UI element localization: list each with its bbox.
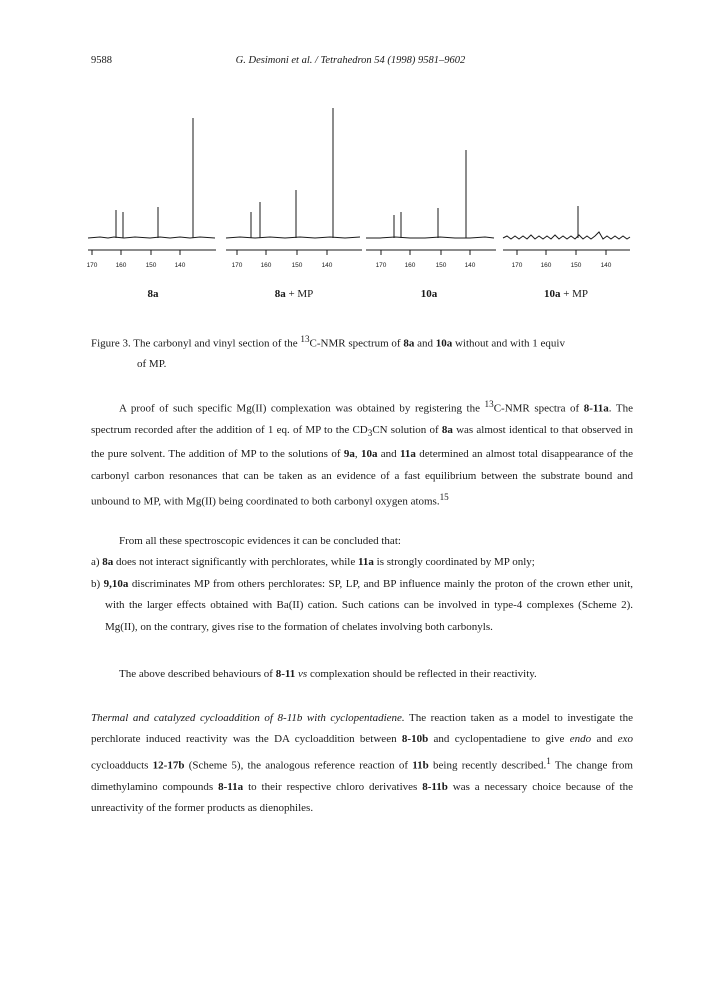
spectrum-trace-10a	[366, 237, 494, 238]
tick-label: 170	[511, 262, 523, 269]
tick-label: 140	[174, 262, 186, 269]
tick-label: 160	[260, 262, 272, 269]
running-head: G. Desimoni et al. / Tetrahedron 54 (1998) 9581–9602	[235, 55, 466, 66]
tick-label: 150	[435, 262, 447, 269]
tick-label: 150	[570, 262, 582, 269]
tick-label: 160	[540, 262, 552, 269]
spectrum-trace-8a-mp	[226, 237, 360, 238]
tick-label: 140	[464, 262, 476, 269]
tick-label: 170	[231, 262, 243, 269]
list-item-a: a) 8a does not interact significantly with perchlorates, while 11a is strongly coordinated by MP only;	[91, 556, 535, 568]
panel-label-10a-mp: 10a + MP	[543, 288, 589, 300]
figure-caption: Figure 3. The carbonyl and vinyl section of the $^{13}$C-NMR spectrum of 8a and 10a without and with 1 equiv of MP.	[91, 334, 565, 370]
tick-label: 150	[291, 262, 303, 269]
spectrum-panel-10a	[366, 150, 496, 255]
spectrum-trace-10a-mp	[503, 232, 630, 239]
tick-label: 170	[86, 262, 98, 269]
paragraph-4: Thermal and catalyzed cycloaddition of 8-11b with cyclopentadiene. The reaction taken as a model to investigate the perchlorate induced reactivity was the DA cycloaddition between 8-10b and cyclopentadiene to give endo and exo cycloadducts 12-17b (Scheme 5), the analogous reference reaction of 11b being recently described.$^1$ The change from dimethylamino compounds 8-11a to their respective chloro derivatives 8-11b was a necessary choice because of the unreactivity of the former products as dienophiles.	[91, 712, 633, 814]
tick-label: 150	[145, 262, 157, 269]
tick-label: 140	[600, 262, 612, 269]
spectrum-panel-8a	[88, 118, 216, 255]
paragraph-2: From all these spectroscopic evidences it can be concluded that:	[119, 535, 401, 547]
tick-label: 160	[115, 262, 127, 269]
tick-label: 170	[375, 262, 387, 269]
panel-label-8a-mp: 8a + MP	[274, 288, 314, 300]
spectrum-panel-10a-mp	[503, 206, 630, 255]
list-item-b: b) 9,10a discriminates MP from others perchlorates: SP, LP, and BP influence mainly the proton of the crown ether unit, with the larger effects obtained with Ba(II) cation. Such cations can be involved in type-4 complexes (Scheme 2). Mg(II), on the contrary, gives rise to the formation of chelates involving both carbonyls.	[91, 578, 633, 633]
paragraph-3: The above described behaviours of 8-11 vs complexation should be reflected in their reactivity.	[119, 668, 537, 680]
nmr-spectra-figure	[0, 0, 701, 300]
page-number: 9588	[91, 55, 112, 66]
paragraph-1: A proof of such specific Mg(II) complexation was obtained by registering the $^{13}$C-NMR spectra of 8-11a. The spectrum recorded after the addition of 1 eq. of MP to the $CD_3CN$ solution of 8a was almost identical to that observed in the pure solvent. The addition of MP to the solutions of 9a, 10a and 11a determined an almost total disappearance of the carbonyl carbon resonances that can be taken as an evidence of a fast equilibrium between the substrate bound and unbound to MP, with Mg(II) being coordinated to both carbonyl oxygen atoms.$^{15}$	[91, 399, 633, 508]
tick-label: 140	[321, 262, 333, 269]
panel-label-10a: 10a	[420, 288, 438, 300]
tick-label: 160	[404, 262, 416, 269]
spectrum-trace-8a	[88, 237, 215, 238]
panel-label-8a: 8a	[147, 288, 159, 300]
spectrum-panel-8a-mp	[226, 108, 362, 255]
